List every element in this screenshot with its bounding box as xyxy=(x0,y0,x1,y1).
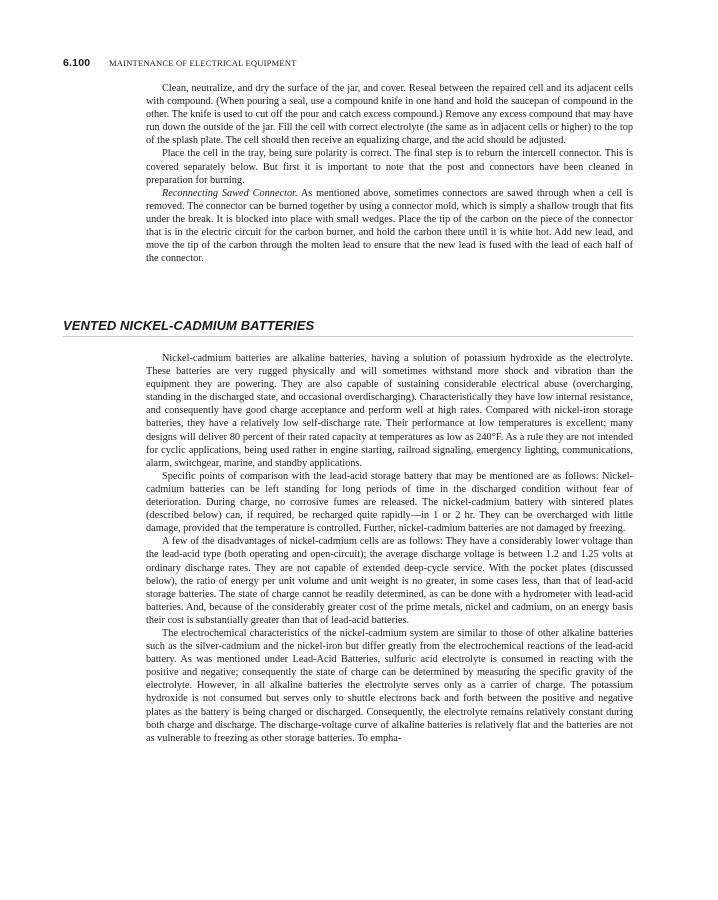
paragraph: The electrochemical characteristics of the nickel-cadmium system are similar to those of other alkaline batteries such as the silver-cadmium and the nickel-iron but differ greatly from the electrochemical reactions of the lead-acid battery. As was mentioned under Lead-Acid Batteries, sulfuric acid electrolyte is consumed in reacting with the positive and negative; consequently the state of charge can be determined by measuring the specific gravity of the electrolyte. However, in all alkaline batteries the electrolyte serves only as a carrier of charge. The potassium hydroxide is not consumed but serves only to shuttle electrons back and forth between the positive and negative plates as the battery is being charged or discharged. Consequently, the electrolyte remains relatively constant during both charge and discharge. The discharge-voltage curve of alkaline batteries is relatively flat and the batteries are not as vulnerable to freezing as other storage batteries. To empha- xyxy=(146,627,633,744)
page-header xyxy=(63,53,643,67)
paragraph: Place the cell in the tray, being sure polarity is correct. The final step is to reburn the intercell connector. This is covered separately below. But first it is important to note that the post and connectors have been cleaned in preparation for burning. xyxy=(146,148,633,186)
main-text-block xyxy=(146,352,633,745)
section-heading: VENTED NICKEL-CADMIUM BATTERIES xyxy=(63,318,315,333)
paragraph: Nickel-cadmium batteries are alkaline batteries, having a solution of potassium hydroxide as the electrolyte. These batteries are very rugged physically and will sometimes withstand more shock and vibration than the equipment they are powering. They are also capable of sustaining considerable electrical abuse (overcharging, standing in the discharged state, and occasional overdischarging). Characteristically they have low internal resistance, and consequently have good charge acceptance and perform well at high rates. Compared with nickel-iron storage batteries, they have a relatively low self-discharge rate. Their performance at low temperatures is excellent; many designs will deliver 80 percent of their rated capacity at temperatures as low as 240°F. As a rule they are not intended for cyclic applications, being used rather in engine starting, railroad signaling, emergency lighting, communications, alarm, switchgear, marine, and standby applications. xyxy=(146,353,633,469)
paragraph-text: As mentioned above, sometimes connectors are sawed through when a cell is removed. The connector can be burned together by using a connector mold, which is simply a shallow trough that fits under the break. It is blocked into place with small wedges. Place the tip of the carbon on the piece of the connector that is in the electric circuit for the carbon burner, and hold the carbon there until it is white hot. Add new lead, and move the tip of the carbon through the molten lead to ensure that the new lead is fused with the lead of each half of the connector. xyxy=(146,187,633,265)
heading-rule xyxy=(63,336,633,337)
running-head: MAINTENANCE OF ELECTRICAL EQUIPMENT xyxy=(109,58,297,68)
top-text-block xyxy=(146,82,633,265)
paragraph: Specific points of comparison with the lead-acid storage battery that may be mentioned are as follows: Nickel-cadmium batteries can be left standing for long periods of time in the discharged condition without fear of deterioration. During charge, no corrosive fumes are released. The nickel-cadmium battery with sintered plates (described below) can, if required, be recharged quite rapidly—in 1 or 2 hr. They can be overcharged with little damage, provided that the temperature is controlled. Further, nickel-cadmium batteries are not damaged by freezing. xyxy=(146,470,633,535)
paragraph: Clean, neutralize, and dry the surface of the jar, and cover. Reseal between the repaired cell and its adjacent cells with compound. (When pouring a seal, use a compound knife in one hand and hold the saucepan of compound in the other. The knife is used to cut off the pour and catch excess compound.) Remove any excess compound that may have run down the outside of the jar. Fill the cell with correct electrolyte (the same as in adjacent cells or higher) to the top of the splash plate. The cell should then receive an equalizing charge, and the acid should be adjusted. xyxy=(146,83,633,147)
page-number: 6.100 xyxy=(63,57,91,69)
run-in-heading: Reconnecting Sawed Connector. xyxy=(162,187,298,199)
paragraph: A few of the disadvantages of nickel-cadmium cells are as follows: They have a considerably lower voltage than the lead-acid type (both operating and open-circuit); the average discharge voltage is between 1.2 and 1.25 volts at ordinary discharge rates. They are not capable of extended deep-cycle service. With the pocket plates (discussed below), the ratio of energy per unit volume and unit weight is no greater, in some cases less, than that of lead-acid storage batteries. The state of charge cannot be readily determined, as can be done with a hydrometer with lead-acid batteries. And, because of the considerably greater cost of the prime metals, nickel and cadmium, on an energy basis their cost is substantially greater than that of lead-acid batteries. xyxy=(146,536,633,626)
reconnecting-paragraph xyxy=(146,187,633,266)
